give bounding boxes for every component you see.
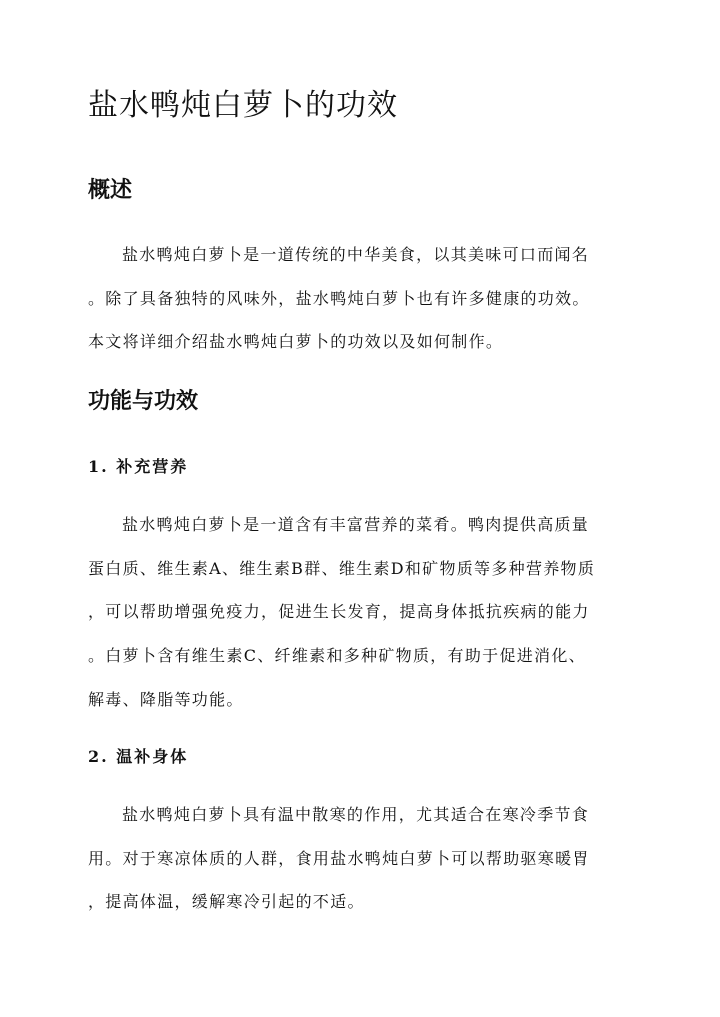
paragraph-line: 用。对于寒凉体质的人群，食用盐水鸭炖白萝卜可以帮助驱寒暖胃 xyxy=(88,849,590,868)
paragraph-line: 盐水鸭炖白萝卜是一道含有丰富营养的菜肴。鸭肉提供高质量 xyxy=(122,515,590,534)
paragraph-line: 解毒、降脂等功能。 xyxy=(88,690,244,709)
page-title: 盐水鸭炖白萝卜的功效 xyxy=(88,88,398,123)
section-heading-functions: 功能与功效 xyxy=(88,388,199,414)
paragraph-line: 盐水鸭炖白萝卜具有温中散寒的作用，尤其适合在寒冷季节食 xyxy=(122,805,590,824)
paragraph-line: 。除了具备独特的风味外，盐水鸭炖白萝卜也有许多健康的功效。 xyxy=(88,289,590,308)
paragraph-line: 盐水鸭炖白萝卜是一道传统的中华美食，以其美味可口而闻名 xyxy=(122,245,590,264)
paragraph-line: 。白萝卜含有维生素C、纤维素和多种矿物质，有助于促进消化、 xyxy=(88,646,586,665)
paragraph-line: 蛋白质、维生素A、维生素B群、维生素D和矿物质等多种营养物质 xyxy=(88,559,596,578)
paragraph-line: 本文将详细介绍盐水鸭炖白萝卜的功效以及如何制作。 xyxy=(88,332,504,351)
subsection-heading-warming: 2. 温补身体 xyxy=(88,747,189,766)
paragraph-line: ，可以帮助增强免疫力，促进生长发育，提高身体抵抗疾病的能力 xyxy=(88,602,590,621)
section-heading-overview: 概述 xyxy=(88,177,133,203)
subsection-heading-nutrition: 1. 补充营养 xyxy=(88,457,189,476)
paragraph-line: ，提高体温，缓解寒冷引起的不适。 xyxy=(88,892,365,911)
